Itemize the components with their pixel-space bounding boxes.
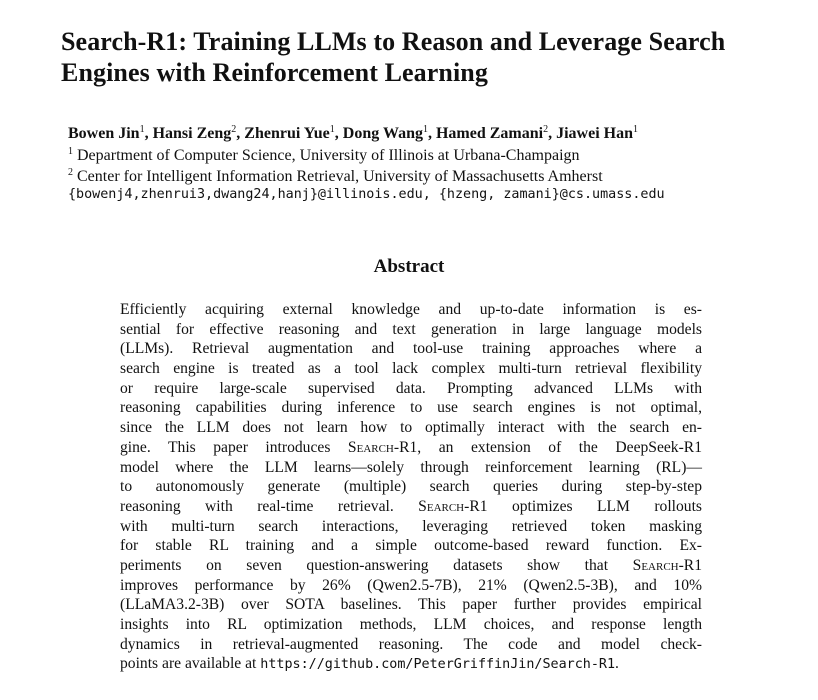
affiliation-text: Department of Computer Science, University of Illinois at Urbana-Champaign: [77, 147, 580, 164]
abstract-line: reasoning capabilities during inference to use search engines is not optimal,: [120, 399, 702, 417]
abstract-line: with multi-turn search interactions, leveraging retrieved token masking: [120, 517, 702, 535]
abstract-line: periments on seven question-answering datasets show that Search-R1: [120, 556, 702, 574]
method-name: Search-R1: [347, 438, 418, 456]
author-affiliation-mark: 1: [139, 124, 145, 135]
author-name: Jiawei Han: [556, 125, 633, 142]
abstract-line: model where the LLM learns—solely through reinforcement learning (RL)—: [120, 458, 702, 476]
abstract-line: or require large-scale supervised data. Prompting advanced LLMs with: [120, 379, 702, 397]
abstract-line: to autonomously generate (multiple) search queries during step-by-step: [120, 478, 702, 496]
abstract-line: (LLMs). Retrieval augmentation and tool-use training approaches where a: [120, 340, 702, 358]
author-name: Zhenrui Yue: [244, 125, 330, 142]
method-name: Search-R1: [418, 497, 488, 515]
abstract-line: search engine is treated as a tool lack complex multi-turn retrieval flexibility: [120, 360, 702, 378]
abstract-line: gine. This paper introduces Search-R1, an extension of the DeepSeek-R1: [120, 438, 702, 456]
abstract-body: [120, 300, 702, 674]
affiliation-mark: 2: [68, 167, 73, 178]
author-affiliation-mark: 1: [632, 124, 638, 135]
author-name: Hamed Zamani: [435, 125, 544, 142]
abstract-line: since the LLM does not learn how to optimally interact with the search en-: [120, 419, 702, 437]
author-list: Bowen Jin$^1$, Hansi Zeng$^2$, Zhenrui Yue$^1$, Dong Wang$^1$, Hamed Zamani$^2$, Jiawei Han$^1$: [68, 124, 638, 142]
abstract-line: improves performance by 26% (Qwen2.5-7B), 21% (Qwen2.5-3B), and 10%: [120, 576, 702, 594]
title-line-1: Search-R1: Training LLMs to Reason and Leverage Search: [61, 27, 726, 56]
abstract-heading: Abstract: [373, 256, 445, 277]
author-affiliation-mark: 1: [422, 124, 428, 135]
abstract-line: Efficiently acquiring external knowledge and up-to-date information is es-: [120, 301, 702, 318]
author-emails: {bowenj4,zhenrui3,dwang24,hanj}@illinois.edu, {hzeng, zamani}@cs.umass.edu: [68, 187, 665, 202]
abstract-line: reasoning with real-time retrieval. Search-R1 optimizes LLM rollouts: [120, 497, 702, 515]
abstract-line: insights into RL optimization methods, LLM choices, and response length: [120, 616, 702, 633]
abstract-line: (LLaMA3.2-3B) over SOTA baselines. This paper further provides empirical: [120, 596, 702, 614]
title-line-2: Engines with Reinforcement Learning: [61, 58, 488, 87]
method-name: Search-R1: [632, 556, 702, 574]
link-trailing-period: .: [615, 655, 619, 673]
author-name: Dong Wang: [342, 125, 423, 142]
affiliation-2: [68, 163, 808, 187]
author-affiliation-mark: 2: [231, 124, 237, 135]
abstract-line: points are available at: [120, 655, 261, 673]
abstract-last-line: [120, 654, 702, 674]
affiliation-mark: 1: [68, 146, 73, 157]
abstract-line: dynamics in retrieval-augmented reasoning. The code and model check-: [120, 635, 702, 653]
abstract-line: for stable RL training and a simple outcome-based reward function. Ex-: [120, 537, 702, 555]
author-affiliation-mark: 1: [329, 124, 335, 135]
code-repo-link[interactable]: https://github.com/PeterGriffinJin/Search-R1: [260, 657, 616, 673]
author-name: Hansi Zeng: [152, 125, 232, 142]
abstract-line: sential for effective reasoning and text generation in large language models: [120, 320, 702, 338]
author-name: Bowen Jin: [68, 125, 140, 142]
affiliation-text: Center for Intelligent Information Retrieval, University of Massachusetts Amherst: [77, 168, 603, 185]
paper-title: [61, 26, 801, 88]
author-affiliation-mark: 2: [543, 124, 549, 135]
